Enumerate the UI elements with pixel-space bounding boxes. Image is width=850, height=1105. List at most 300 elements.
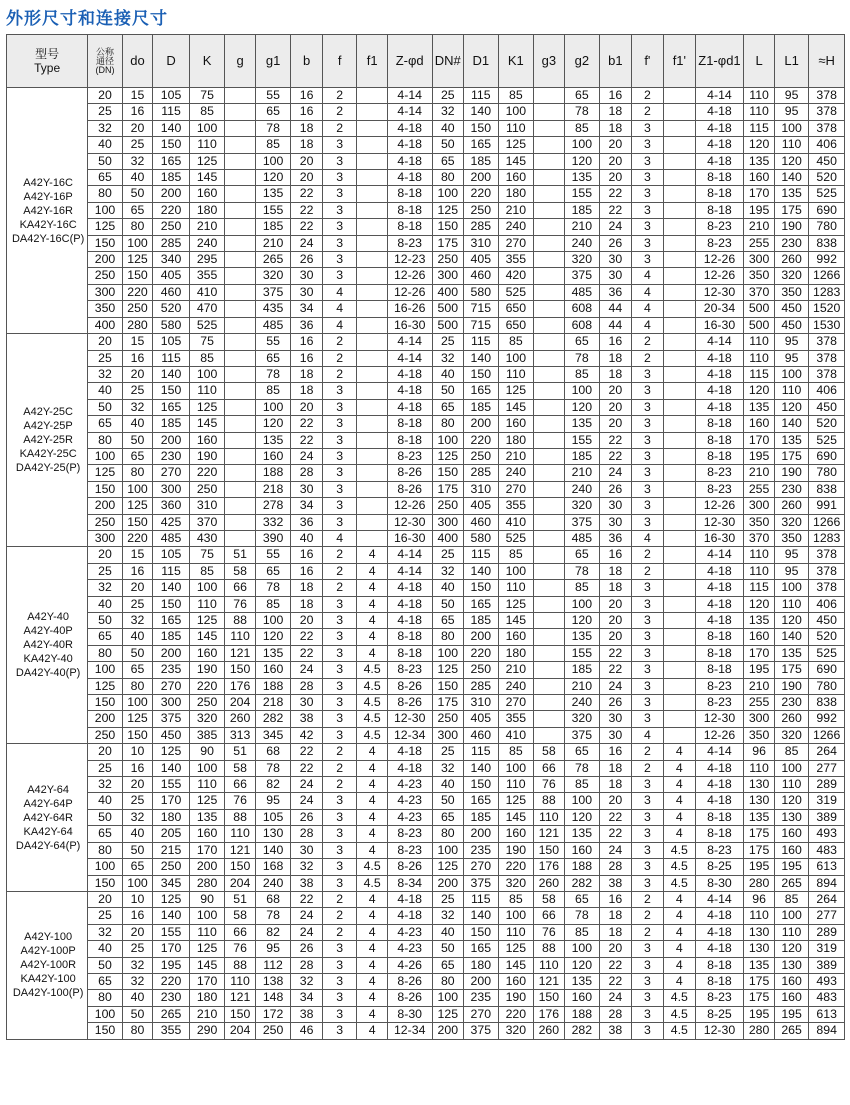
table-cell: 115 [153, 563, 190, 579]
table-cell: 135 [189, 809, 225, 825]
table-cell [534, 268, 564, 284]
table-cell: 3 [631, 793, 664, 809]
table-cell: 135 [744, 153, 774, 169]
table-cell: 165 [153, 153, 190, 169]
table-cell: 96 [744, 891, 774, 907]
table-cell: 40 [122, 990, 152, 1006]
table-cell: 85 [255, 137, 291, 153]
table-cell: 50 [88, 613, 123, 629]
table-cell: 1266 [809, 727, 845, 743]
table-cell: 135 [564, 973, 600, 989]
table-cell: 65 [88, 629, 123, 645]
table-cell: 40 [432, 120, 463, 136]
type-cell [7, 744, 88, 892]
table-cell: 150 [534, 990, 564, 1006]
table-row [7, 563, 845, 579]
table-cell: 4-18 [695, 350, 744, 366]
table-cell: 135 [744, 809, 774, 825]
table-cell: 3 [631, 448, 664, 464]
table-cell: 188 [564, 859, 600, 875]
table-cell: 30 [600, 514, 631, 530]
table-cell: 12-34 [387, 727, 432, 743]
table-cell: 155 [564, 186, 600, 202]
table-cell: 3 [322, 153, 357, 169]
table-cell: 110 [744, 350, 774, 366]
table-cell: 24 [291, 448, 322, 464]
table-cell: 125 [498, 793, 534, 809]
table-cell: 3 [631, 498, 664, 514]
table-cell: 3 [631, 432, 664, 448]
table-cell: 185 [564, 662, 600, 678]
table-cell: 110 [498, 777, 534, 793]
table-cell: 24 [291, 924, 322, 940]
table-cell: 320 [774, 514, 809, 530]
table-cell: 8-18 [387, 416, 432, 432]
table-cell: 204 [225, 1023, 255, 1039]
table-cell: 120 [564, 153, 600, 169]
table-cell: 135 [774, 645, 809, 661]
table-cell: 3 [322, 202, 357, 218]
table-cell: 1283 [809, 530, 845, 546]
table-cell: 120 [774, 153, 809, 169]
table-cell: 55 [255, 334, 291, 350]
table-cell: 110 [498, 120, 534, 136]
table-cell: 250 [153, 859, 190, 875]
table-cell: 44 [600, 317, 631, 333]
table-cell: 110 [534, 957, 564, 973]
table-cell: 58 [225, 760, 255, 776]
table-cell: 50 [122, 186, 152, 202]
table-cell: 220 [498, 859, 534, 875]
table-cell: 185 [255, 219, 291, 235]
table-cell: 375 [464, 1023, 499, 1039]
table-cell: 25 [122, 596, 152, 612]
table-cell: 30 [291, 695, 322, 711]
table-cell: 200 [464, 170, 499, 186]
table-cell: 50 [122, 432, 152, 448]
table-cell: 4-14 [387, 88, 432, 104]
table-cell [225, 481, 255, 497]
table-cell: 150 [88, 235, 123, 251]
table-cell: 40 [432, 777, 463, 793]
table-cell: 100 [432, 432, 463, 448]
table-cell: 150 [432, 678, 463, 694]
type-name: A42Y-100 [24, 931, 73, 944]
table-cell: 310 [464, 235, 499, 251]
table-cell: 40 [432, 580, 463, 596]
table-cell: 68 [255, 744, 291, 760]
table-cell: 125 [432, 448, 463, 464]
table-cell: 16 [600, 334, 631, 350]
table-cell: 121 [225, 645, 255, 661]
table-cell: 26 [600, 695, 631, 711]
table-cell: 405 [464, 711, 499, 727]
table-cell: 32 [122, 153, 152, 169]
table-cell: 115 [464, 547, 499, 563]
type-cell [7, 88, 88, 334]
table-cell [357, 120, 387, 136]
table-cell: 4 [664, 809, 695, 825]
table-cell: 22 [291, 219, 322, 235]
table-cell [225, 383, 255, 399]
table-cell: 410 [189, 284, 225, 300]
table-cell: 68 [255, 891, 291, 907]
table-cell: 16-26 [387, 301, 432, 317]
type-name: A42Y-25P [23, 420, 73, 433]
table-cell: 121 [534, 973, 564, 989]
table-row [7, 744, 845, 760]
table-cell: 285 [464, 219, 499, 235]
table-cell [357, 383, 387, 399]
table-cell: 160 [774, 826, 809, 842]
table-cell: 3 [631, 186, 664, 202]
table-cell: 22 [600, 973, 631, 989]
table-cell: 85 [255, 383, 291, 399]
table-cell: 240 [498, 465, 534, 481]
table-cell: 150 [88, 875, 123, 891]
table-cell: 410 [498, 514, 534, 530]
table-cell: 30 [600, 498, 631, 514]
table-cell: 4-14 [387, 563, 432, 579]
table-cell: 80 [88, 990, 123, 1006]
table-cell: 3 [322, 268, 357, 284]
table-cell: 110 [498, 366, 534, 382]
table-row [7, 547, 845, 563]
table-cell [534, 596, 564, 612]
table-cell: 20 [600, 629, 631, 645]
table-cell: 80 [432, 416, 463, 432]
table-cell: 85 [189, 350, 225, 366]
type-name: A42Y-64P [23, 797, 73, 810]
table-cell: 18 [291, 596, 322, 612]
table-cell: 195 [744, 662, 774, 678]
table-cell: 120 [744, 383, 774, 399]
table-cell [357, 284, 387, 300]
table-cell: 185 [153, 170, 190, 186]
table-cell: 20 [600, 416, 631, 432]
table-cell: 100 [189, 760, 225, 776]
table-cell: 608 [564, 317, 600, 333]
table-cell: 200 [189, 859, 225, 875]
table-cell: 160 [744, 170, 774, 186]
table-cell: 50 [432, 137, 463, 153]
type-name: A42Y-25C [23, 406, 73, 419]
table-cell: 3 [322, 711, 357, 727]
table-cell [225, 104, 255, 120]
table-cell: 150 [225, 859, 255, 875]
table-cell: 230 [774, 695, 809, 711]
table-cell: 165 [464, 941, 499, 957]
table-cell: 4 [664, 924, 695, 940]
table-cell: 332 [255, 514, 291, 530]
table-cell: 3 [631, 219, 664, 235]
table-cell: 4-14 [387, 547, 432, 563]
table-row [7, 645, 845, 661]
table-cell: 22 [600, 957, 631, 973]
table-cell: 210 [564, 678, 600, 694]
table-cell: 24 [600, 678, 631, 694]
table-cell: 85 [564, 777, 600, 793]
table-cell: 32 [122, 399, 152, 415]
table-cell: 3 [322, 383, 357, 399]
table-cell: 3 [322, 629, 357, 645]
table-cell: 8-18 [695, 416, 744, 432]
table-cell: 32 [432, 563, 463, 579]
column-header: g2 [564, 35, 600, 88]
table-cell: 140 [153, 580, 190, 596]
table-cell: 4-18 [695, 580, 744, 596]
table-cell: 95 [774, 88, 809, 104]
table-cell: 8-18 [695, 448, 744, 464]
table-cell: 2 [322, 777, 357, 793]
table-cell: 100 [189, 120, 225, 136]
table-cell: 4 [664, 760, 695, 776]
table-cell: 175 [744, 973, 774, 989]
table-cell: 992 [809, 711, 845, 727]
table-row [7, 777, 845, 793]
table-cell: 100 [564, 941, 600, 957]
table-cell: 8-18 [695, 662, 744, 678]
table-cell: 120 [774, 613, 809, 629]
table-cell: 175 [744, 826, 774, 842]
table-cell: 105 [255, 809, 291, 825]
table-cell: 520 [809, 170, 845, 186]
table-cell: 28 [600, 859, 631, 875]
table-cell: 780 [809, 219, 845, 235]
table-cell: 525 [809, 645, 845, 661]
table-cell: 20 [291, 170, 322, 186]
table-cell [664, 202, 695, 218]
table-cell: 894 [809, 875, 845, 891]
table-cell: 58 [225, 908, 255, 924]
table-cell: 3 [322, 465, 357, 481]
table-cell: 4-23 [387, 777, 432, 793]
table-cell: 4 [357, 891, 387, 907]
table-cell: 3 [631, 645, 664, 661]
table-cell: 32 [432, 350, 463, 366]
table-cell: 125 [189, 613, 225, 629]
table-cell: 4-18 [695, 366, 744, 382]
table-cell: 2 [631, 350, 664, 366]
table-cell: 991 [809, 498, 845, 514]
table-cell: 3 [631, 252, 664, 268]
table-cell: 210 [498, 662, 534, 678]
table-cell: 16 [600, 547, 631, 563]
table-cell: 320 [564, 711, 600, 727]
table-cell: 110 [774, 924, 809, 940]
table-cell: 150 [88, 1023, 123, 1039]
table-cell: 200 [432, 875, 463, 891]
table-cell: 220 [153, 202, 190, 218]
table-cell: 8-23 [387, 826, 432, 842]
table-cell: 280 [744, 875, 774, 891]
table-cell: 4 [631, 317, 664, 333]
table-cell [225, 235, 255, 251]
table-cell: 188 [564, 1006, 600, 1022]
table-cell: 350 [744, 514, 774, 530]
table-cell: 260 [774, 252, 809, 268]
table-cell: 12-30 [695, 284, 744, 300]
table-cell [225, 202, 255, 218]
table-cell [534, 530, 564, 546]
table-cell: 282 [255, 711, 291, 727]
table-cell: 200 [464, 416, 499, 432]
table-cell: 65 [564, 547, 600, 563]
table-cell: 255 [744, 481, 774, 497]
table-cell: 4 [357, 760, 387, 776]
table-row [7, 186, 845, 202]
table-cell: 355 [153, 1023, 190, 1039]
table-cell: 4-18 [695, 153, 744, 169]
table-cell: 4 [357, 809, 387, 825]
table-cell: 175 [432, 695, 463, 711]
table-cell: 780 [809, 465, 845, 481]
table-row [7, 760, 845, 776]
table-cell: 8-18 [387, 186, 432, 202]
table-cell: 30 [291, 268, 322, 284]
table-cell [664, 120, 695, 136]
table-cell: 150 [432, 219, 463, 235]
table-cell [534, 88, 564, 104]
table-cell: 85 [498, 891, 534, 907]
table-cell: 18 [600, 760, 631, 776]
table-cell: 838 [809, 235, 845, 251]
table-cell: 4.5 [664, 859, 695, 875]
table-cell: 3 [322, 957, 357, 973]
table-cell: 140 [774, 170, 809, 186]
type-name: KA42Y-64 [23, 825, 73, 838]
table-cell: 78 [564, 760, 600, 776]
table-cell: 4 [357, 793, 387, 809]
table-cell: 220 [464, 186, 499, 202]
table-cell: 145 [498, 809, 534, 825]
table-cell: 32 [432, 760, 463, 776]
table-cell: 125 [88, 465, 123, 481]
table-cell: 613 [809, 859, 845, 875]
table-row [7, 678, 845, 694]
table-cell: 420 [498, 268, 534, 284]
table-cell: 20 [600, 613, 631, 629]
table-cell: 135 [255, 645, 291, 661]
table-cell: 130 [744, 941, 774, 957]
table-cell: 18 [600, 104, 631, 120]
table-cell: 115 [464, 88, 499, 104]
table-cell [357, 186, 387, 202]
table-cell: 375 [153, 711, 190, 727]
table-cell: 2 [322, 563, 357, 579]
table-cell: 160 [498, 973, 534, 989]
table-cell: 120 [774, 941, 809, 957]
table-cell: 80 [122, 219, 152, 235]
table-cell: 460 [153, 284, 190, 300]
table-cell: 38 [291, 875, 322, 891]
table-cell: 32 [291, 859, 322, 875]
table-cell: 12-30 [387, 514, 432, 530]
table-cell: 3 [322, 219, 357, 235]
table-cell: 289 [809, 777, 845, 793]
table-cell: 195 [744, 1006, 774, 1022]
table-cell: 300 [153, 481, 190, 497]
table-cell: 80 [432, 826, 463, 842]
table-cell: 1283 [809, 284, 845, 300]
table-cell: 140 [153, 366, 190, 382]
table-cell: 4 [664, 908, 695, 924]
table-cell: 160 [744, 416, 774, 432]
table-cell: 76 [225, 793, 255, 809]
table-cell [357, 104, 387, 120]
table-cell: 485 [153, 530, 190, 546]
table-cell: 105 [153, 88, 190, 104]
table-cell: 95 [774, 104, 809, 120]
type-name: DA42Y-100(P) [12, 987, 84, 1000]
table-cell: 85 [564, 580, 600, 596]
table-cell: 80 [88, 186, 123, 202]
table-cell: 4-18 [387, 383, 432, 399]
table-cell: 260 [774, 498, 809, 514]
table-cell: 65 [564, 334, 600, 350]
table-cell: 165 [464, 596, 499, 612]
table-cell: 250 [432, 711, 463, 727]
table-cell: 240 [498, 678, 534, 694]
table-cell: 20 [88, 88, 123, 104]
table-cell: 82 [255, 777, 291, 793]
table-cell: 8-25 [695, 859, 744, 875]
table-cell: 25 [88, 350, 123, 366]
table-cell [664, 530, 695, 546]
table-cell: 30 [600, 268, 631, 284]
table-cell: 145 [189, 629, 225, 645]
table-cell: 150 [534, 842, 564, 858]
table-cell: 125 [122, 498, 152, 514]
table-cell: 220 [189, 678, 225, 694]
table-cell: 135 [255, 432, 291, 448]
table-cell: 400 [88, 317, 123, 333]
table-cell: 185 [564, 448, 600, 464]
table-cell: 25 [88, 104, 123, 120]
table-cell [664, 252, 695, 268]
table-cell: 340 [153, 252, 190, 268]
table-cell: 4.5 [664, 842, 695, 858]
table-cell: 155 [564, 645, 600, 661]
table-cell: 20 [600, 383, 631, 399]
table-cell [357, 530, 387, 546]
table-cell: 140 [464, 760, 499, 776]
table-cell: 25 [432, 744, 463, 760]
table-cell: 210 [744, 465, 774, 481]
table-cell: 425 [153, 514, 190, 530]
table-cell: 100 [498, 104, 534, 120]
table-cell: 4-18 [695, 104, 744, 120]
table-cell: 4-18 [387, 120, 432, 136]
table-cell: 389 [809, 957, 845, 973]
column-header: 型号 Type [7, 35, 88, 88]
table-cell: 175 [744, 990, 774, 1006]
table-cell: 4 [631, 530, 664, 546]
table-cell: 32 [88, 366, 123, 382]
table-cell: 278 [255, 498, 291, 514]
table-cell: 12-30 [695, 711, 744, 727]
table-cell: 110 [189, 137, 225, 153]
table-cell: 310 [189, 498, 225, 514]
table-cell: 22 [600, 645, 631, 661]
table-cell: 185 [464, 613, 499, 629]
table-cell [357, 432, 387, 448]
table-cell: 78 [564, 350, 600, 366]
table-cell: 12-26 [695, 498, 744, 514]
table-cell: 3 [322, 645, 357, 661]
table-cell: 16 [122, 350, 152, 366]
table-cell: 4-18 [387, 170, 432, 186]
